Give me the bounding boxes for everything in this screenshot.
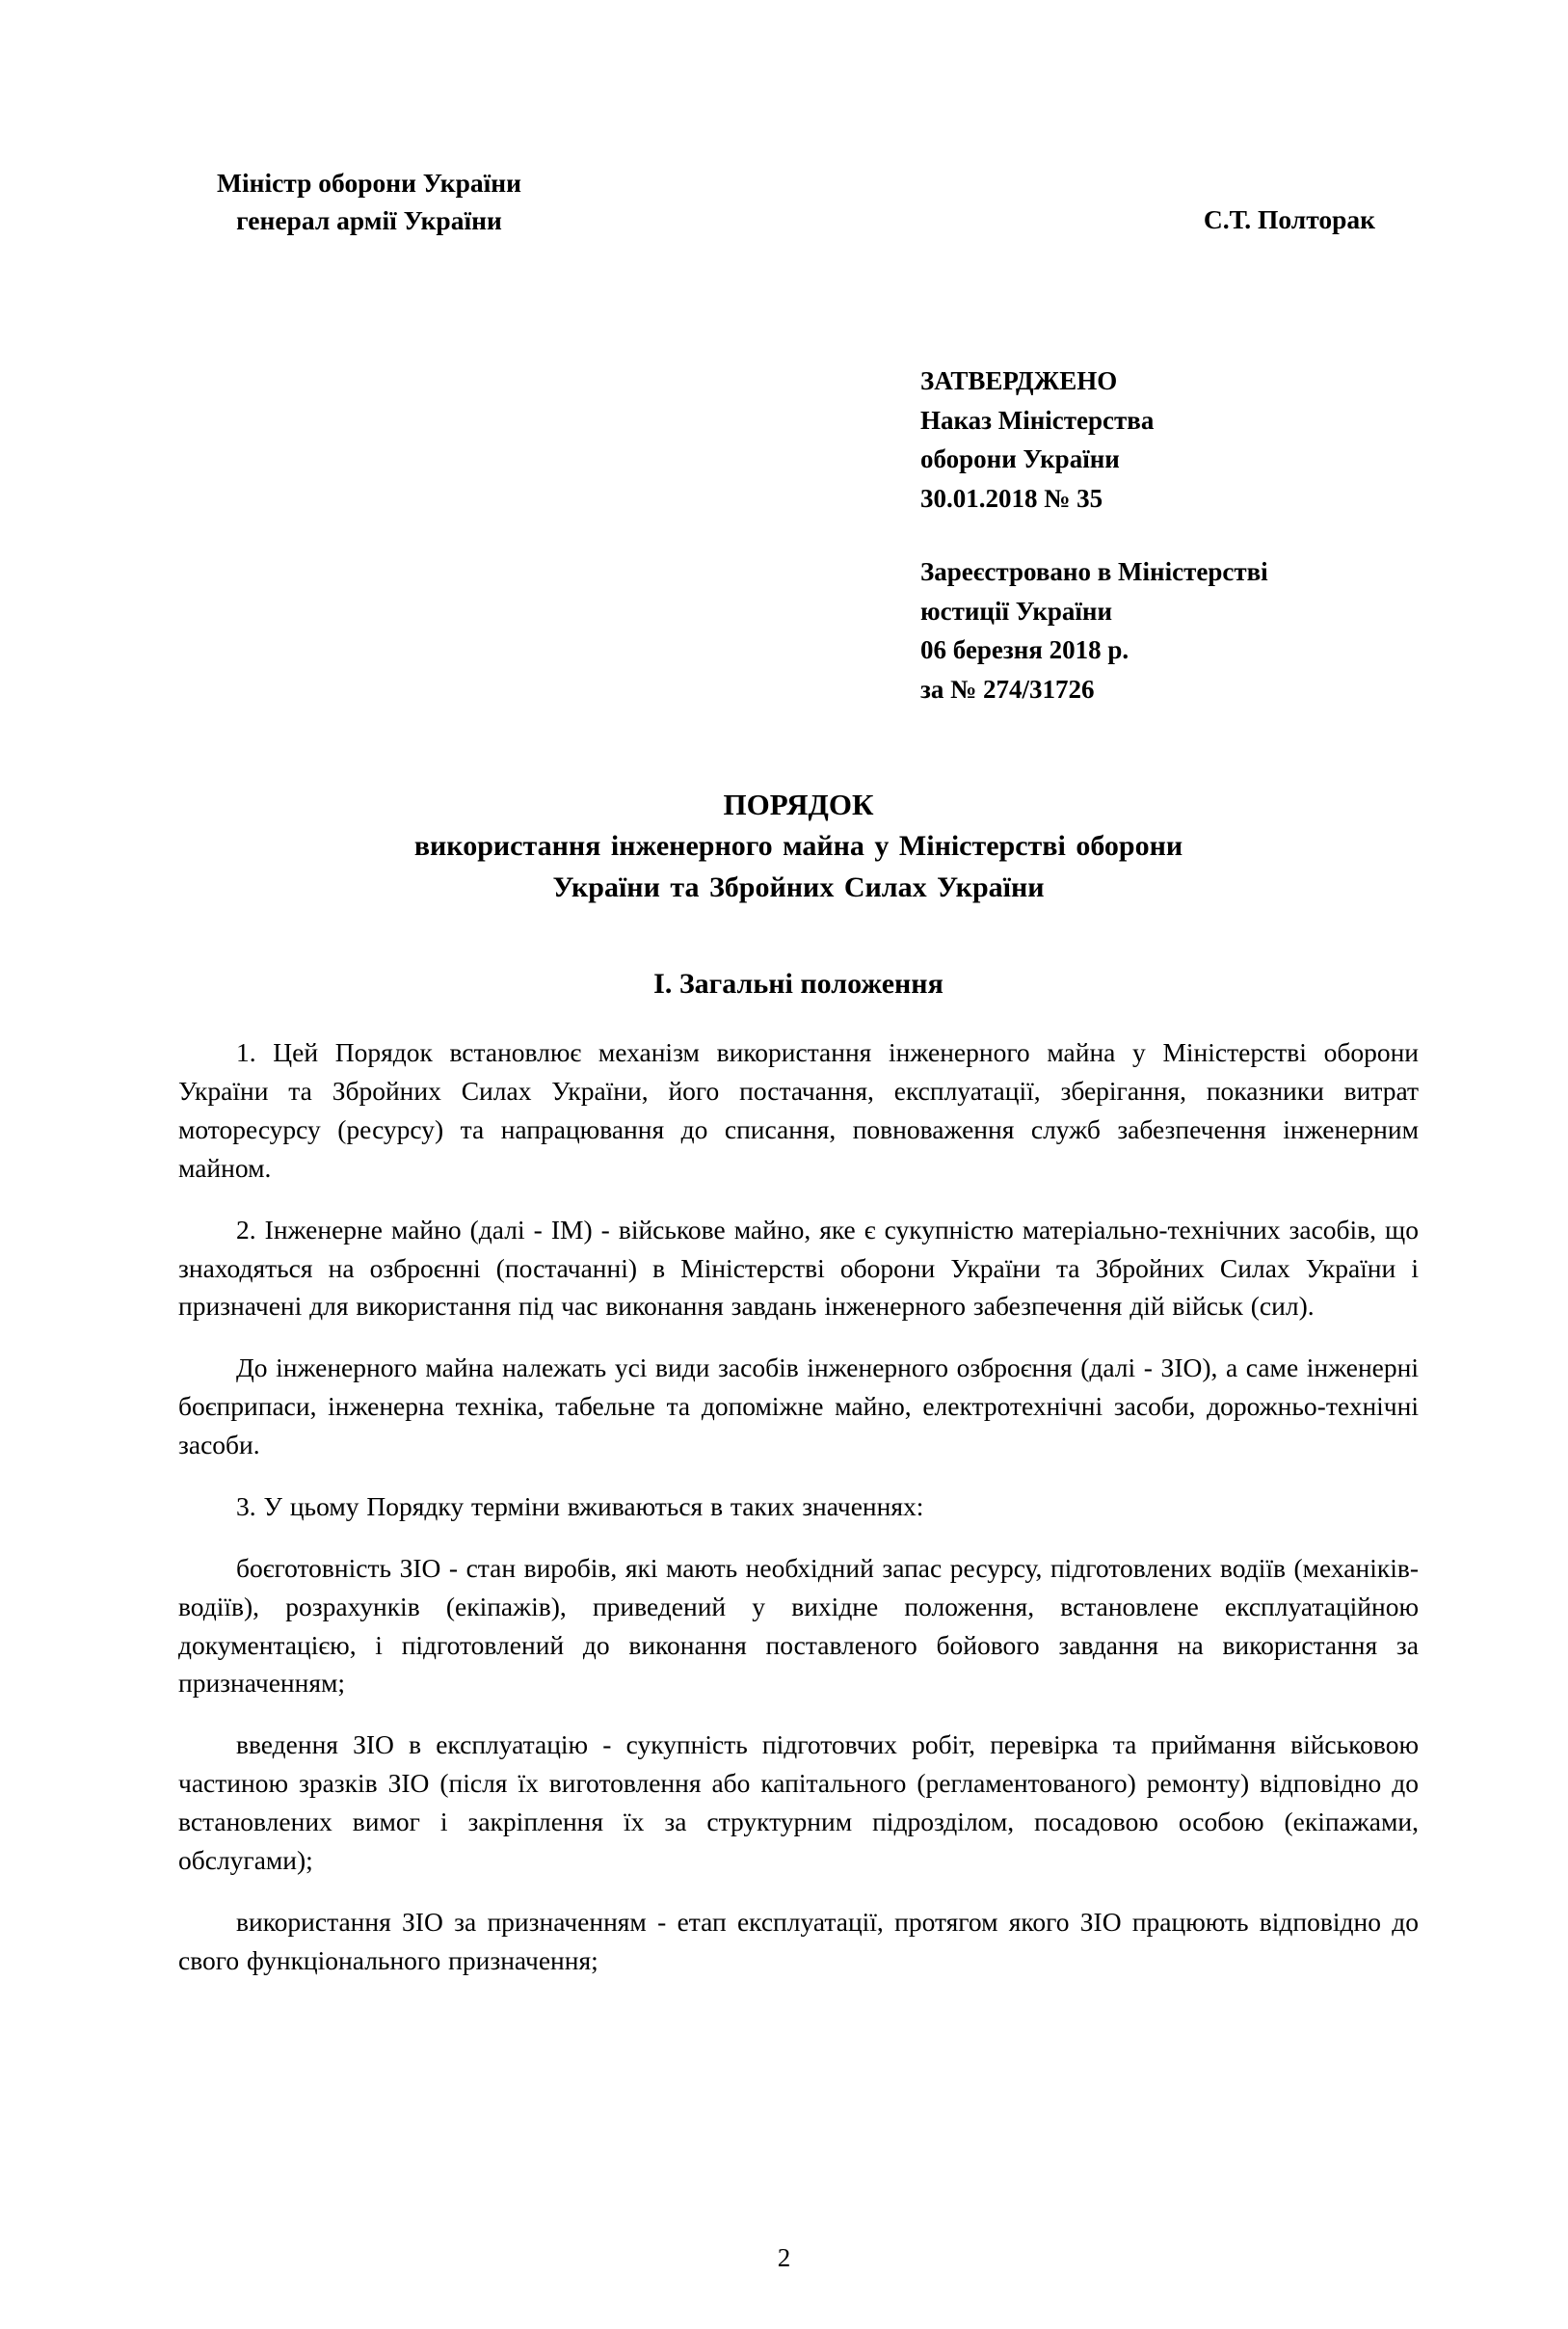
registration-line-1: Зареєстровано в Міністерстві	[920, 557, 1268, 586]
document-subtitle-line2: України та Збройних Силах України	[552, 870, 1045, 903]
paragraph: використання ЗІО за призначенням - етап експлуатації, протягом якого ЗІО працюють відповідно до свого функціонального призначення;	[178, 1906, 1419, 1975]
paragraph: 1. Цей Порядок встановлює механізм використання інженерного майна у Міністерстві оборони України та Збройних Силах України, його постачання, експлуатації, зберігання, показники витрат моторесурсу (ресурсу) та напрацювання до списання, повноваження служб забезпечення інженерним майном.	[178, 1037, 1419, 1183]
paragraph: 2. Інженерне майно (далі - ІМ) - військове майно, яке є сукупністю матеріально-технічних засобів, що знаходяться на озброєнні (постачанні) в Міністерстві оборони України та Збройних Силах України і призначені для використання під час виконання завдань інженерного забезпечення дій військ (сил).	[178, 1214, 1419, 1322]
document-title: ПОРЯДОК	[723, 788, 874, 821]
approved-label: ЗАТВЕРДЖЕНО	[920, 366, 1118, 395]
order-line-1: Наказ Міністерства	[920, 405, 1155, 435]
signatory-title	[217, 164, 521, 239]
paragraph: 3. У цьому Порядку терміни вживаються в таких значеннях:	[236, 1490, 924, 1521]
registration-line-2: юстиції України	[920, 596, 1113, 626]
section-heading: I. Загальні положення	[653, 968, 943, 1001]
signatory-title-line2: генерал армії України	[236, 205, 502, 236]
registration-line-4: за № 274/31726	[920, 674, 1095, 704]
signatory-name: С.Т. Полторак	[1203, 204, 1375, 234]
order-line-2: оборони України	[920, 444, 1120, 473]
paragraph: боєготовність ЗІО - стан виробів, які мають необхідний запас ресурсу, підготовлених водіїв (механіків-водіїв), розрахунків (екіпажів), приведений у вихідне положення, встановлене експлуатаційною документацією, і підготовлений до виконання поставленого бойового завдання на використання за призначенням;	[178, 1552, 1419, 1699]
paragraph: введення ЗІО в експлуатацію - сукупність підготовчих робіт, перевірка та приймання військовою частиною зразків ЗІО (після їх виготовлення або капітального (регламентованого) ремонту) відповідно до встановлених вимог і закріплення їх за структурним підрозділом, посадовою особою (екіпажами, обслугами);	[178, 1729, 1419, 1875]
body-text	[178, 1033, 1419, 1979]
document-subtitle-line1: використання інженерного майна у Міністерстві оборони	[413, 830, 1183, 863]
approval-registration-group	[920, 552, 1419, 709]
page-number: 2	[777, 2243, 791, 2272]
signatory-title-line1: Міністр оборони України	[217, 168, 521, 198]
registration-line-3: 06 березня 2018 р.	[920, 635, 1129, 664]
paragraph: До інженерного майна належать усі види засобів інженерного озброєння (далі - ЗІО), а саме інженерні боєприпаси, інженерна техніка, табельне та допоміжне майно, електротехнічні засоби, дорожньо-технічні засоби.	[178, 1352, 1419, 1460]
approval-order-group	[920, 361, 1419, 518]
document-subtitle	[178, 826, 1419, 908]
order-line-3: 30.01.2018 № 35	[920, 483, 1103, 513]
approval-block	[920, 361, 1419, 709]
signature-block	[178, 164, 1419, 270]
